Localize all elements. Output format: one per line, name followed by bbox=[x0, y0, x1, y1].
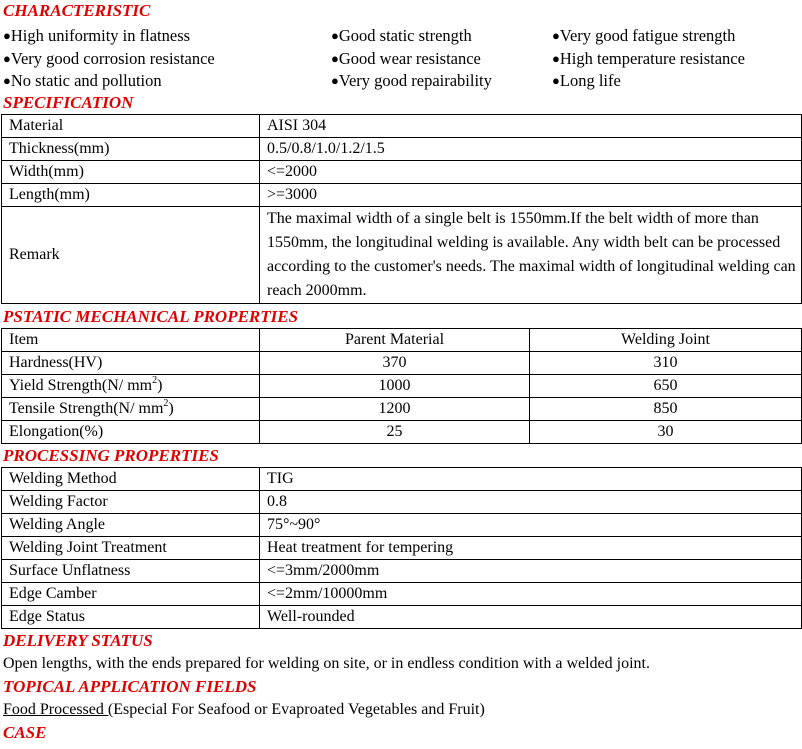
bullet-icon: ● bbox=[552, 73, 560, 88]
column-header: Welding Joint bbox=[530, 329, 802, 352]
joint-cell: 850 bbox=[530, 398, 802, 421]
bullet-icon: ● bbox=[552, 28, 560, 43]
section-title-specification: SPECIFICATION bbox=[3, 93, 134, 112]
processing-value: Well-rounded bbox=[260, 606, 802, 629]
list-item: ●Very good fatigue strength bbox=[552, 26, 736, 45]
spec-value: <=2000 bbox=[260, 161, 802, 184]
table-row bbox=[2, 537, 802, 560]
bullet-icon: ● bbox=[3, 73, 11, 88]
section-title-processing: PROCESSING PROPERTIES bbox=[3, 446, 219, 465]
item-cell: Hardness(HV) bbox=[2, 352, 260, 375]
joint-cell: 310 bbox=[530, 352, 802, 375]
table-row bbox=[2, 468, 802, 491]
parent-cell: 1000 bbox=[260, 375, 530, 398]
section-title-characteristic: CHARACTERISTIC bbox=[3, 1, 151, 20]
spec-label: Width(mm) bbox=[2, 161, 260, 184]
item-cell: Tensile Strength(N/ $mm^2$) bbox=[2, 398, 260, 421]
processing-label: Welding Joint Treatment bbox=[2, 537, 260, 560]
processing-label: Surface Unflatness bbox=[2, 560, 260, 583]
spec-value: >=3000 bbox=[260, 184, 802, 207]
application-text: Food Processed (Especial For Seafood or Evaproated Vegetables and Fruit) bbox=[3, 701, 485, 718]
table-header-row bbox=[2, 329, 802, 352]
bullet-icon: ● bbox=[3, 28, 11, 43]
processing-label: Edge Status bbox=[2, 606, 260, 629]
spec-label: Length(mm) bbox=[2, 184, 260, 207]
parent-cell: 25 bbox=[260, 421, 530, 444]
list-item: ●Very good repairability bbox=[331, 71, 492, 90]
table-row bbox=[2, 161, 802, 184]
processing-value: 75°~90° bbox=[260, 514, 802, 537]
table-row bbox=[2, 421, 802, 444]
table-row bbox=[2, 375, 802, 398]
processing-label: Welding Factor bbox=[2, 491, 260, 514]
parent-cell: 1200 bbox=[260, 398, 530, 421]
spec-label: Thickness(mm) bbox=[2, 138, 260, 161]
bullet-icon: ● bbox=[552, 51, 560, 66]
spec-value: 0.5/0.8/1.0/1.2/1.5 bbox=[260, 138, 802, 161]
characteristics-list bbox=[0, 22, 802, 91]
table-row bbox=[2, 560, 802, 583]
joint-cell: 30 bbox=[530, 421, 802, 444]
table-row bbox=[2, 115, 802, 138]
list-item: ●Long life bbox=[552, 71, 621, 90]
specification-table bbox=[1, 114, 802, 304]
bullet-icon: ● bbox=[331, 28, 339, 43]
application-link[interactable]: Food Processed ( bbox=[3, 701, 114, 718]
delivery-text: Open lengths, with the ends prepared for welding on site, or in endless condition with a welded joint. bbox=[3, 655, 650, 672]
joint-cell: 650 bbox=[530, 375, 802, 398]
processing-value: TIG bbox=[260, 468, 802, 491]
table-row bbox=[2, 352, 802, 375]
section-title-mechanical: PSTATIC MECHANICAL PROPERTIES bbox=[3, 307, 299, 326]
table-row bbox=[2, 491, 802, 514]
column-header: Parent Material bbox=[260, 329, 530, 352]
section-title-case: CASE bbox=[3, 723, 47, 742]
table-row bbox=[2, 138, 802, 161]
bullet-icon: ● bbox=[3, 51, 11, 66]
processing-value: 0.8 bbox=[260, 491, 802, 514]
table-row bbox=[2, 184, 802, 207]
list-item: ●High uniformity in flatness bbox=[3, 26, 191, 45]
spec-value: The maximal width of a single belt is 1550mm.If the belt width of more than 1550mm, the longitudinal welding is available. Any width belt can be processed according to the customer's needs. The maximal width of longitudinal welding can reach 2000mm. bbox=[260, 207, 802, 304]
bullet-icon: ● bbox=[331, 51, 339, 66]
processing-value: <=3mm/2000mm bbox=[260, 560, 802, 583]
list-item: ●High temperature resistance bbox=[552, 49, 745, 68]
table-row bbox=[2, 606, 802, 629]
processing-label: Welding Method bbox=[2, 468, 260, 491]
column-header: Item bbox=[2, 329, 260, 352]
list-item: ●Good wear resistance bbox=[331, 49, 481, 68]
table-row bbox=[2, 207, 802, 304]
processing-table bbox=[1, 467, 802, 629]
processing-label: Welding Angle bbox=[2, 514, 260, 537]
item-cell: Yield Strength(N/ $mm^2$) bbox=[2, 375, 260, 398]
spec-label: Remark bbox=[2, 207, 260, 304]
parent-cell: 370 bbox=[260, 352, 530, 375]
section-title-delivery: DELIVERY STATUS bbox=[3, 631, 153, 650]
list-item: ●No static and pollution bbox=[3, 71, 162, 90]
processing-value: Heat treatment for tempering bbox=[260, 537, 802, 560]
item-cell: Elongation(%) bbox=[2, 421, 260, 444]
spec-value: AISI 304 bbox=[260, 115, 802, 138]
list-item: ●Very good corrosion resistance bbox=[3, 49, 215, 68]
processing-label: Edge Camber bbox=[2, 583, 260, 606]
spec-label: Material bbox=[2, 115, 260, 138]
table-row bbox=[2, 583, 802, 606]
mechanical-table bbox=[1, 328, 802, 444]
table-row bbox=[2, 398, 802, 421]
processing-value: <=2mm/10000mm bbox=[260, 583, 802, 606]
section-title-application: TOPICAL APPLICATION FIELDS bbox=[3, 677, 257, 696]
list-item: ●Good static strength bbox=[331, 26, 472, 45]
table-row bbox=[2, 514, 802, 537]
bullet-icon: ● bbox=[331, 73, 339, 88]
